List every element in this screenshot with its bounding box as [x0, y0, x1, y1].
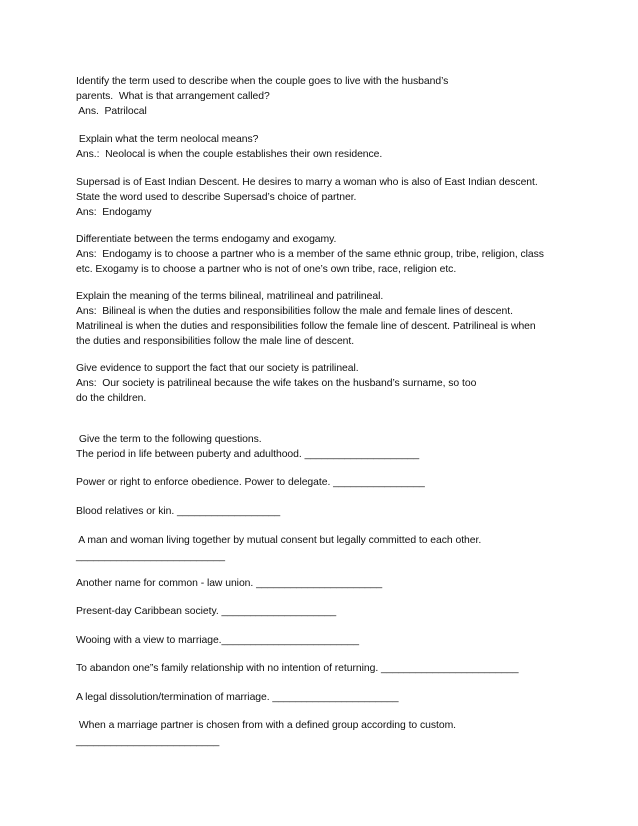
q5-question: Explain the meaning of the terms bilineal, matrilineal and patrilineal.: [76, 291, 384, 302]
term-question-4: A man and woman living together by mutual consent but legally committed to each other.: [76, 535, 482, 546]
term-question-7: Wooing with a view to marriage.________________________: [76, 635, 360, 646]
q2-answer: Ans.: Neolocal is when the couple establishes their own residence.: [76, 149, 383, 160]
q6-question: Give evidence to support the fact that our society is patrilineal.: [76, 363, 359, 374]
q6-answer-line-1: Ans: Our society is patrilineal because the wife takes on the husband’s surname, so too: [76, 378, 477, 389]
q1-line-1: Identify the term used to describe when the couple goes to live with the husband’s: [76, 76, 449, 87]
q4-answer-line-2: etc. Exogamy is to choose a partner who is not of one’s own tribe, race, religion etc.: [76, 264, 457, 275]
terms-intro: Give the term to the following questions.: [76, 434, 262, 445]
q5-answer-line-1: Ans: Bilineal is when the duties and responsibilities follow the male and female lines of descent.: [76, 306, 513, 317]
q3-line-2: State the word used to describe Supersad’s choice of partner.: [76, 192, 357, 203]
term-question-10: When a marriage partner is chosen from with a defined group according to custom.: [76, 720, 457, 731]
q5-answer-line-3: the duties and responsibilities follow the male line of descent.: [76, 336, 355, 347]
term-question-3: Blood relatives or kin. __________________: [76, 506, 281, 517]
q3-line-1: Supersad is of East Indian Descent. He desires to marry a woman who is also of East Indian descent.: [76, 177, 538, 188]
term-answer-blank-10: _________________________: [76, 736, 220, 747]
term-question-5: Another name for common - law union. ______________________: [76, 578, 383, 589]
q4-question: Differentiate between the terms endogamy and exogamy.: [76, 234, 337, 245]
q4-answer-line-1: Ans: Endogamy is to choose a partner who is a member of the same ethnic group, tribe, religion, class: [76, 249, 544, 260]
term-answer-blank-4: __________________________: [76, 551, 225, 562]
term-question-2: Power or right to enforce obedience. Power to delegate. ________________: [76, 477, 425, 488]
q2-question: Explain what the term neolocal means?: [76, 134, 259, 145]
term-question-9: A legal dissolution/termination of marriage. ______________________: [76, 692, 399, 703]
q3-answer: Ans: Endogamy: [76, 207, 152, 218]
q6-answer-line-2: do the children.: [76, 393, 147, 404]
term-question-6: Present-day Caribbean society. ____________________: [76, 606, 337, 617]
q1-answer: Ans. Patrilocal: [76, 106, 147, 117]
term-question-8: To abandon one”s family relationship with no intention of returning. ________________________: [76, 663, 519, 674]
q5-answer-line-2: Matrilineal is when the duties and responsibilities follow the female line of descent. Patrilineal is when: [76, 321, 536, 332]
q1-line-2: parents. What is that arrangement called?: [76, 91, 270, 102]
term-question-1: The period in life between puberty and adulthood. ____________________: [76, 449, 420, 460]
